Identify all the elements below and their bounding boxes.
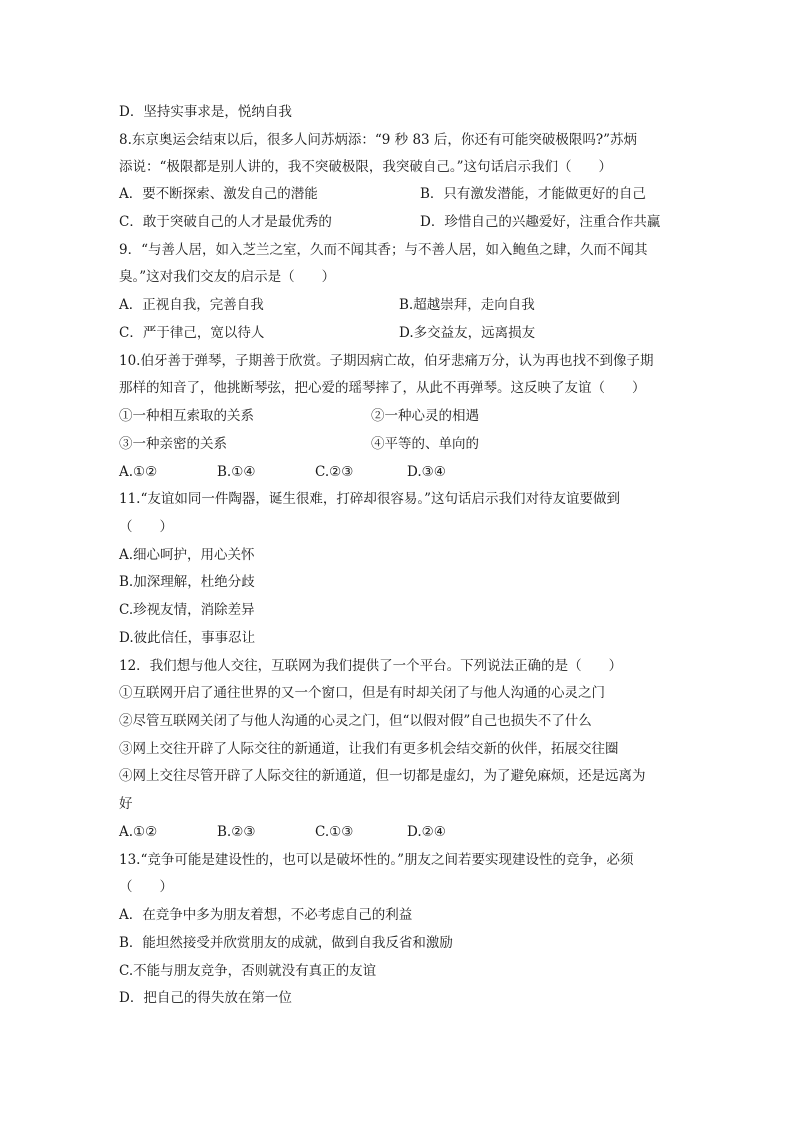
q11-option-c: C.珍视友情，消除差异 [119, 602, 255, 618]
q8-option-c: C．敢于突破自己的人才是最优秀的 [119, 214, 332, 230]
q10-option-b: B.①④ [217, 464, 256, 480]
q10-option-a: A.①② [119, 464, 158, 480]
q11-stem-line-2: （ ） [119, 519, 173, 535]
q11-option-b: B.加深理解，杜绝分歧 [119, 574, 255, 590]
q12-option-d: D.②④ [407, 824, 446, 840]
q12-statement-2: ②尽管互联网关闭了与他人沟通的心灵之门，但“以假对假”自己也损失不了什么 [119, 713, 592, 729]
q13-stem-line-2: （ ） [119, 879, 173, 895]
q12-statement-3: ③网上交往开辟了人际交往的新通道，让我们有更多机会结交新的伙伴，拓展交往圈 [119, 741, 619, 757]
q13-option-c: C.不能与朋友竞争，否则就没有真正的友谊 [119, 963, 377, 979]
q12-option-a: A.①② [119, 824, 158, 840]
q10-statement-2: ②一种心灵的相遇 [371, 408, 479, 424]
q10-option-d: D.③④ [407, 464, 446, 480]
q7-option-d: D．坚持实事求是，悦纳自我 [119, 104, 292, 120]
q12-option-c: C.①③ [315, 824, 354, 840]
q9-option-d: D.多交益友，远离损友 [399, 325, 536, 341]
q10-stem-line-2: 那样的知音了，他挑断琴弦，把心爱的瑶琴摔了，从此不再弹琴。这反映了友谊（ ） [119, 380, 646, 396]
q13-option-b: B．能坦然接受并欣赏朋友的成就，做到自我反省和激励 [119, 935, 453, 951]
q13-option-d: D．把自己的得失放在第一位 [119, 990, 292, 1006]
q8-stem-line-1: 8.东京奥运会结束以后，很多人问苏炳添：“9 秒 83 后，你还有可能突破极限吗?”苏炳 [119, 132, 638, 148]
q10-stem-line-1: 10.伯牙善于弹琴，子期善于欣赏。子期因病亡故，伯牙悲痛万分，认为再也找不到像子期 [119, 353, 654, 369]
q9-stem-line-1: 9．“与善人居，如入芝兰之室，久而不闻其香；与不善人居，如入鲍鱼之肆，久而不闻其 [119, 242, 648, 258]
q10-statement-1: ①一种相互索取的关系 [119, 408, 254, 424]
q8-stem-line-2: 添说：“极限都是别人讲的，我不突破极限，我突破自己。”这句话启示我们（ ） [119, 159, 613, 175]
q13-option-a: A．在竞争中多为朋友着想，不必考虑自己的利益 [119, 907, 413, 923]
q8-option-b: B．只有激发潜能，才能做更好的自己 [420, 186, 646, 202]
q8-option-a: A．要不断探索、激发自己的潜能 [119, 186, 318, 202]
q12-statement-1: ①互联网开启了通往世界的又一个窗口，但是有时却关闭了与他人沟通的心灵之门 [119, 685, 605, 701]
q9-option-b: B.超越崇拜，走向自我 [399, 297, 535, 313]
q11-option-a: A.细心呵护，用心关怀 [119, 547, 255, 563]
q11-option-d: D.彼此信任，事事忍让 [119, 630, 256, 646]
q12-option-b: B.②③ [217, 824, 256, 840]
q10-statement-3: ③一种亲密的关系 [119, 436, 227, 452]
q12-statement-4-line-2: 好 [119, 796, 133, 812]
q11-stem-line-1: 11.“友谊如同一件陶器，诞生很难，打碎却很容易。”这句话启示我们对待友谊要做到 [119, 491, 621, 507]
q8-option-d: D．珍惜自己的兴趣爱好，注重合作共赢 [420, 214, 661, 230]
q12-stem: 12．我们想与他人交往，互联网为我们提供了一个平台。下列说法正确的是（ ） [119, 658, 623, 674]
q12-statement-4-line-1: ④网上交往尽管开辟了人际交往的新通道，但一切都是虚幻，为了避免麻烦，还是远离为 [119, 768, 646, 784]
q9-option-a: A．正视自我，完善自我 [119, 297, 264, 313]
q10-statement-4: ④平等的、单向的 [371, 436, 479, 452]
q10-option-c: C.②③ [315, 464, 354, 480]
q9-option-c: C．严于律己，宽以待人 [119, 325, 265, 341]
q13-stem-line-1: 13.“竞争可能是建设性的，也可以是破坏性的。”朋友之间若要实现建设性的竞争，必须 [119, 852, 634, 868]
q9-stem-line-2: 臭。”这对我们交友的启示是（ ） [119, 269, 336, 285]
